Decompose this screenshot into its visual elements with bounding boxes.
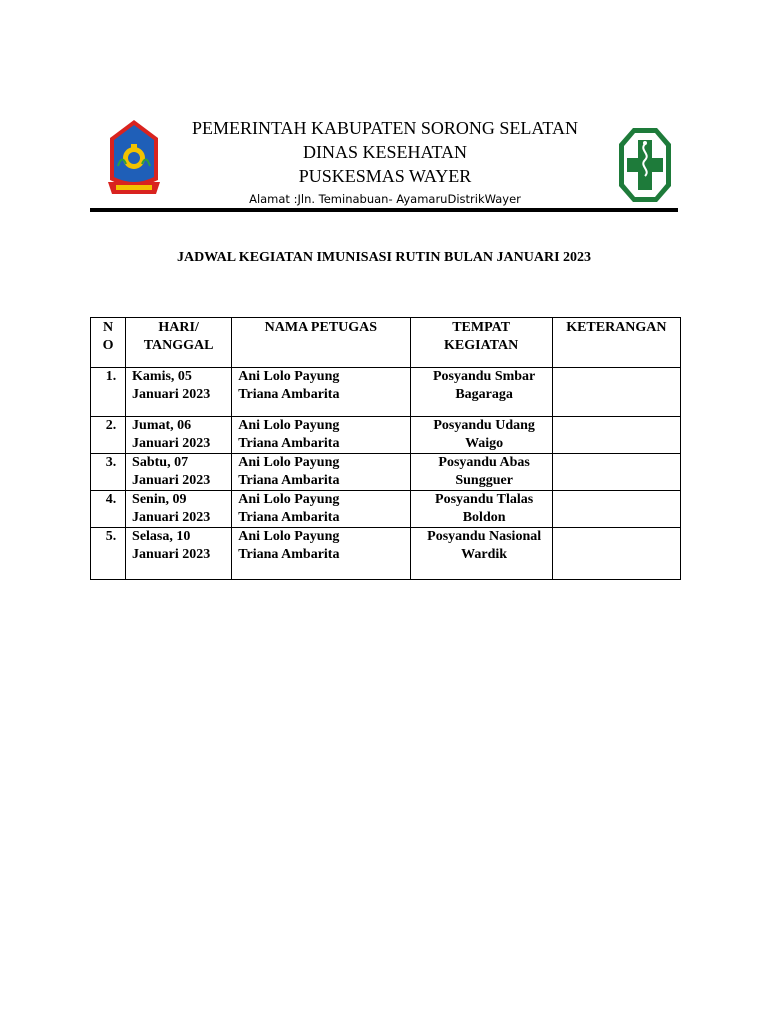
cell-petugas: Ani Lolo Payung Triana Ambarita [232, 491, 410, 528]
kabupaten-crest-icon [106, 118, 162, 204]
cell-keterangan [552, 454, 680, 491]
cell-keterangan [552, 368, 680, 417]
cell-hari-tanggal: Jumat, 06 Januari 2023 [126, 417, 232, 454]
letterhead [170, 116, 600, 208]
puskesmas-cross-icon [617, 126, 673, 204]
cell-no: 5. [91, 528, 126, 580]
cell-petugas: Ani Lolo Payung Triana Ambarita [232, 368, 410, 417]
table-row [91, 491, 681, 528]
header-keterangan: KETERANGAN [552, 318, 680, 368]
cell-tempat: Posyandu Tlalas Boldon [410, 491, 552, 528]
table-row [91, 368, 681, 417]
cell-tempat: Posyandu Nasional Wardik [410, 528, 552, 580]
document-title: JADWAL KEGIATAN IMUNISASI RUTIN BULAN JANUARI 2023 [176, 250, 592, 265]
cell-petugas: Ani Lolo Payung Triana Ambarita [232, 454, 410, 491]
schedule-table [90, 317, 681, 580]
table-header-row [91, 318, 681, 368]
cell-no: 1. [91, 368, 126, 417]
cell-tempat: Posyandu Abas Sungguer [410, 454, 552, 491]
cell-tempat: Posyandu Smbar Bagaraga [410, 368, 552, 417]
table-row [91, 454, 681, 491]
cell-no: 3. [91, 454, 126, 491]
cell-hari-tanggal: Sabtu, 07 Januari 2023 [126, 454, 232, 491]
cell-no: 2. [91, 417, 126, 454]
cell-tempat: Posyandu Udang Waigo [410, 417, 552, 454]
table-row [91, 528, 681, 580]
cell-hari-tanggal: Kamis, 05 Januari 2023 [126, 368, 232, 417]
header-tempat-kegiatan: TEMPAT KEGIATAN [410, 318, 552, 368]
cell-keterangan [552, 528, 680, 580]
cell-keterangan [552, 417, 680, 454]
letterhead-line-2: DINAS KESEHATAN [302, 142, 468, 162]
cell-hari-tanggal: Selasa, 10 Januari 2023 [126, 528, 232, 580]
letterhead-address: Alamat :Jln. Teminabuan- AyamaruDistrikWayer [249, 192, 521, 206]
letterhead-line-1: PEMERINTAH KABUPATEN SORONG SELATAN [192, 118, 578, 138]
cell-petugas: Ani Lolo Payung Triana Ambarita [232, 528, 410, 580]
letterhead-line-3: PUSKESMAS WAYER [298, 166, 472, 186]
table-row [91, 417, 681, 454]
cell-no: 4. [91, 491, 126, 528]
header-no: N O [91, 318, 126, 368]
cell-keterangan [552, 491, 680, 528]
header-hari-tanggal: HARI/ TANGGAL [126, 318, 232, 368]
letterhead-divider [90, 208, 678, 212]
cell-petugas: Ani Lolo Payung Triana Ambarita [232, 417, 410, 454]
header-nama-petugas: NAMA PETUGAS [232, 318, 410, 368]
cell-hari-tanggal: Senin, 09 Januari 2023 [126, 491, 232, 528]
